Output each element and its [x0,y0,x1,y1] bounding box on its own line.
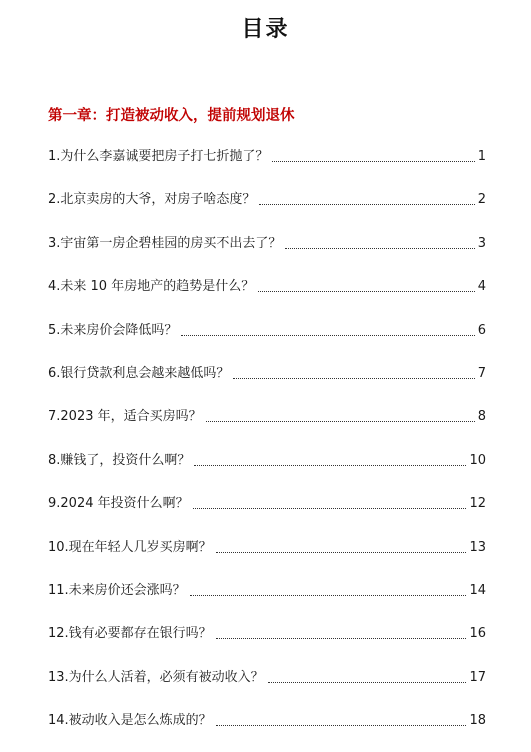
toc-entry-title: 9.2024 年投资什么啊？ [48,496,189,512]
toc-entry-page-number: 7 [477,365,486,381]
dot-leader [181,335,474,336]
dot-leader [259,204,474,205]
toc-entry-title: 2.北京卖房的大爷，对房子啥态度？ [48,192,256,208]
toc-entry-title: 8.赚钱了，投资什么啊？ [48,452,191,468]
chapter-heading[interactable]: 第一章：打造被动收入，提前规划退休 [48,108,295,124]
toc-entry[interactable] [48,232,486,255]
dot-leader [206,421,475,422]
dot-leader [190,595,467,596]
toc-entry-page-number: 4 [477,279,486,295]
dot-leader [272,161,474,162]
toc-entry-page-number: 12 [469,496,486,512]
toc-list [48,145,486,752]
toc-entry-page-number: 18 [469,713,486,729]
dot-leader [193,508,467,509]
toc-entry[interactable] [48,622,486,645]
toc-entry-title: 12.钱有必要都存在银行吗？ [48,626,212,642]
toc-entry-page-number: 6 [477,322,486,338]
toc-entry-title: 7.2023 年，适合买房吗？ [48,409,202,425]
toc-entry[interactable] [48,319,486,342]
dot-leader [216,725,467,726]
toc-entry-title: 4.未来 10 年房地产的趋势是什么？ [48,279,255,295]
toc-entry-title: 3.宇宙第一房企碧桂园的房买不出去了？ [48,235,282,251]
dot-leader [216,552,467,553]
toc-entry-page-number: 3 [477,235,486,251]
dot-leader [216,638,467,639]
toc-entry-page-number: 1 [477,149,486,164]
toc-entry[interactable] [48,709,486,732]
toc-entry-page-number: 2 [477,192,486,208]
toc-entry[interactable] [48,492,486,515]
dot-leader [285,248,474,249]
toc-entry[interactable] [48,449,486,472]
toc-entry[interactable] [48,145,486,168]
toc-entry-title: 14.被动收入是怎么炼成的？ [48,713,212,729]
dot-leader [194,465,466,466]
toc-entry[interactable] [48,362,486,385]
toc-entry-title: 1.为什么李嘉诚要把房子打七折抛了？ [48,149,269,164]
dot-leader [233,378,474,379]
dot-leader [258,291,475,292]
toc-entry[interactable] [48,579,486,602]
toc-entry[interactable] [48,666,486,689]
toc-entry-page-number: 8 [477,409,486,425]
toc-entry[interactable] [48,188,486,211]
toc-entry-title: 10.现在年轻人几岁买房啊？ [48,539,212,555]
toc-entry[interactable] [48,275,486,298]
toc-entry[interactable] [48,405,486,428]
toc-entry-title: 13.为什么人活着，必须有被动收入？ [48,669,264,685]
toc-entry-page-number: 10 [469,452,486,468]
toc-entry-page-number: 14 [469,582,486,598]
toc-entry-page-number: 17 [469,669,486,685]
toc-entry-page-number: 13 [469,539,486,555]
page-title: 目录 [241,17,290,42]
dot-leader [268,682,467,683]
toc-entry-title: 5.未来房价会降低吗？ [48,322,178,338]
toc-entry[interactable] [48,536,486,559]
toc-entry-title: 6.银行贷款利息会越来越低吗？ [48,365,230,381]
toc-entry-title: 11.未来房价还会涨吗？ [48,582,186,598]
toc-entry-page-number: 16 [469,626,486,642]
